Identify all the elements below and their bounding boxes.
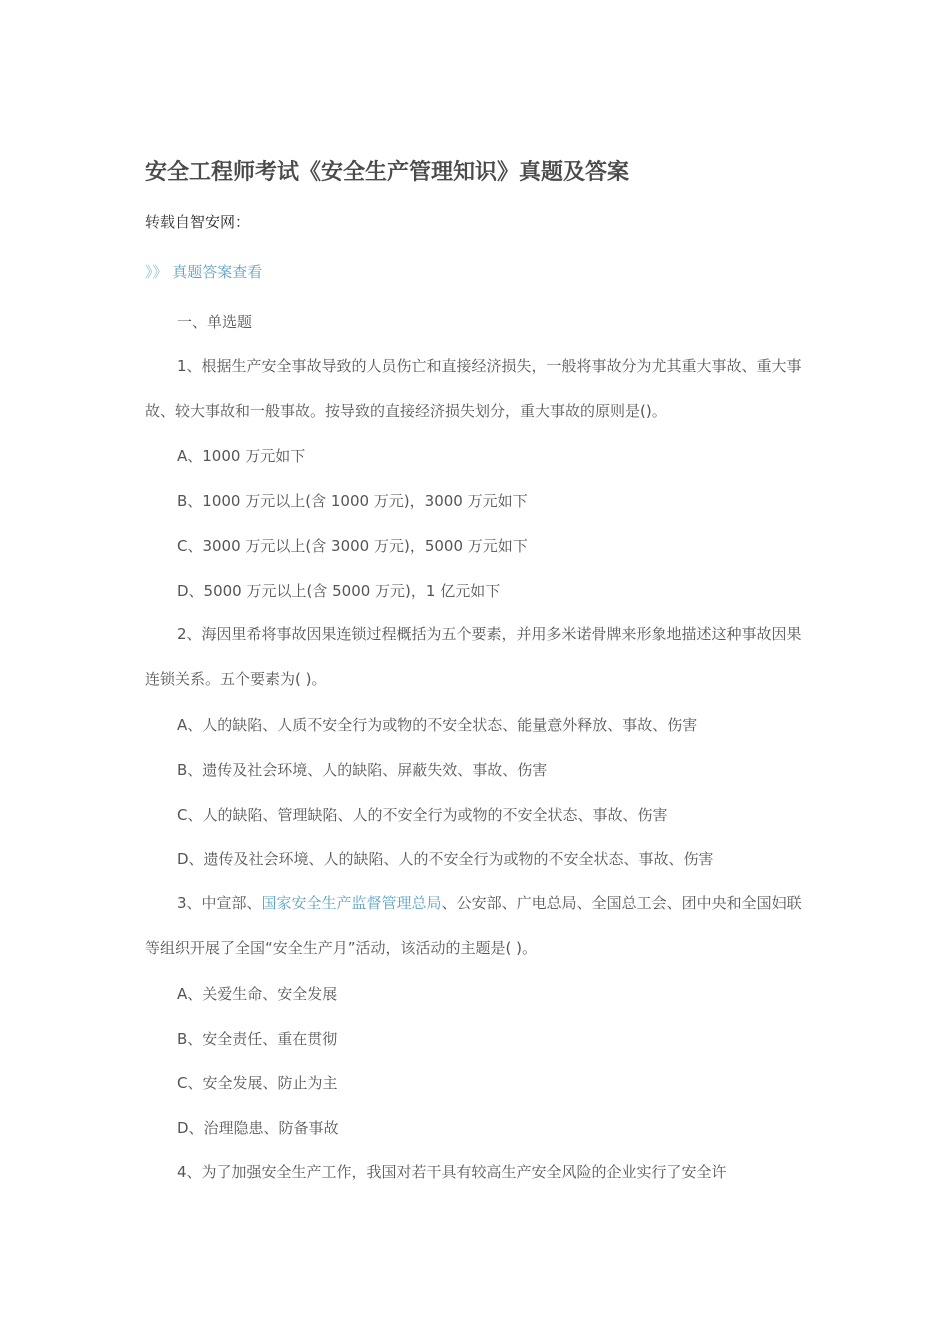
question-3-option-d: D、治理隐患、防备事故 [177, 1119, 339, 1137]
question-2-option-a: A、人的缺陷、人质不安全行为或物的不安全状态、能量意外释放、事故、伤害 [177, 716, 698, 734]
source-line [145, 211, 250, 232]
question-2-option-c: C、人的缺陷、管理缺陷、人的不安全行为或物的不安全状态、事故、伤害 [177, 806, 668, 824]
question-1-option-a: A、1000 万元如下 [177, 447, 306, 465]
question-3-text-before: 3、中宣部、 [177, 894, 262, 912]
question-3-option-c: C、安全发展、防止为主 [177, 1074, 338, 1092]
question-1-option-d: D、5000 万元以上(含 5000 万元)，1 亿元如下 [177, 582, 501, 600]
question-3-option-a: A、关爱生命、安全发展 [177, 985, 338, 1003]
question-3-text-after: 、公安部、广电总局、全国总工会、团中央和全国妇联等组织开展了全国“安全生产月”活动，该活动的主题是( )。 [145, 894, 802, 957]
double-arrow-icon: 》》 [145, 263, 168, 281]
question-3-text [145, 881, 805, 971]
safety-admin-link[interactable]: 国家安全生产监督管理总局 [261, 894, 442, 912]
question-1-option-c: C、3000 万元以上(含 3000 万元)，5000 万元如下 [177, 537, 528, 555]
question-2-option-b: B、遗传及社会环境、人的缺陷、屏蔽失效、事故、伤害 [177, 761, 548, 779]
question-2-text: 2、海因里希将事故因果连锁过程概括为五个要素，并用多米诺骨牌来形象地描述这种事故因果连锁关系。五个要素为( )。 [145, 625, 802, 688]
answer-link-row [145, 261, 262, 282]
source-prefix: 转载自 [145, 213, 191, 231]
document-title: 安全工程师考试《安全生产管理知识》真题及答案 [145, 159, 630, 185]
question-2-option-d: D、遗传及社会环境、人的缺陷、人的不安全行为或物的不安全状态、事故、伤害 [177, 850, 714, 868]
question-4-text: 4、为了加强安全生产工作，我国对若干具有较高生产安全风险的企业实行了安全许 [177, 1163, 727, 1181]
answer-view-link[interactable]: 真题答案查看 [172, 263, 263, 281]
question-3-option-b: B、安全责任、重在贯彻 [177, 1030, 338, 1048]
question-1-text: 1、根据生产安全事故导致的人员伤亡和直接经济损失，一般将事故分为尤其重大事故、重大事故、较大事故和一般事故。按导致的直接经济损失划分，重大事故的原则是()。 [145, 357, 802, 420]
section-heading: 一、单选题 [177, 313, 253, 331]
source-suffix: ： [235, 213, 251, 231]
question-1-option-b: B、1000 万元以上(含 1000 万元)，3000 万元如下 [177, 492, 528, 510]
source-site: 智安网 [190, 213, 236, 231]
